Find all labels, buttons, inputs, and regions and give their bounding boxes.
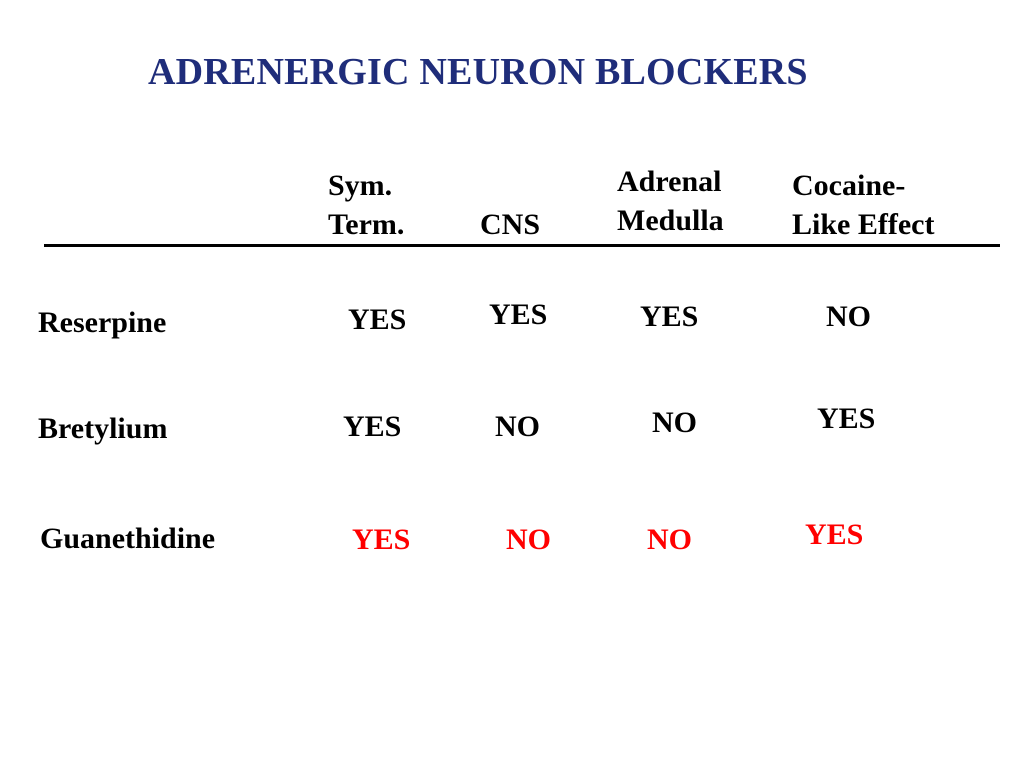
cell-reserpine-cocaine-like: NO xyxy=(826,300,871,333)
cell-guanethidine-adrenal-medulla: NO xyxy=(647,523,692,556)
cell-reserpine-sym-term: YES xyxy=(348,303,407,336)
row-label-bretylium: Bretylium xyxy=(38,412,168,445)
cell-guanethidine-cocaine-like: YES xyxy=(805,518,864,551)
cell-reserpine-cns: YES xyxy=(489,298,548,331)
cell-guanethidine-cns: NO xyxy=(506,523,551,556)
column-header-line: Cocaine- xyxy=(792,169,906,202)
header-divider xyxy=(44,244,1000,247)
column-header-line: Medulla xyxy=(617,204,724,237)
column-header-adrenal-medulla xyxy=(617,162,724,240)
cell-guanethidine-sym-term: YES xyxy=(352,523,411,556)
column-header-sym-term xyxy=(328,166,404,244)
row-label-guanethidine: Guanethidine xyxy=(40,522,216,555)
cell-bretylium-sym-term: YES xyxy=(343,410,402,443)
cell-bretylium-cns: NO xyxy=(495,410,540,443)
cell-reserpine-adrenal-medulla: YES xyxy=(640,300,699,333)
column-header-cns xyxy=(480,205,540,244)
column-header-line: Adrenal xyxy=(617,165,722,198)
column-header-line: Term. xyxy=(328,208,405,241)
row-label-reserpine: Reserpine xyxy=(38,306,167,339)
column-header-line: Sym. xyxy=(328,169,393,202)
column-header-cocaine-like-effect xyxy=(792,166,934,244)
column-header-line: CNS xyxy=(480,208,541,241)
slide-title: ADRENERGIC NEURON BLOCKERS xyxy=(148,51,808,93)
cell-bretylium-cocaine-like: YES xyxy=(817,402,876,435)
cell-bretylium-adrenal-medulla: NO xyxy=(652,406,697,439)
column-header-line: Like Effect xyxy=(792,208,935,241)
